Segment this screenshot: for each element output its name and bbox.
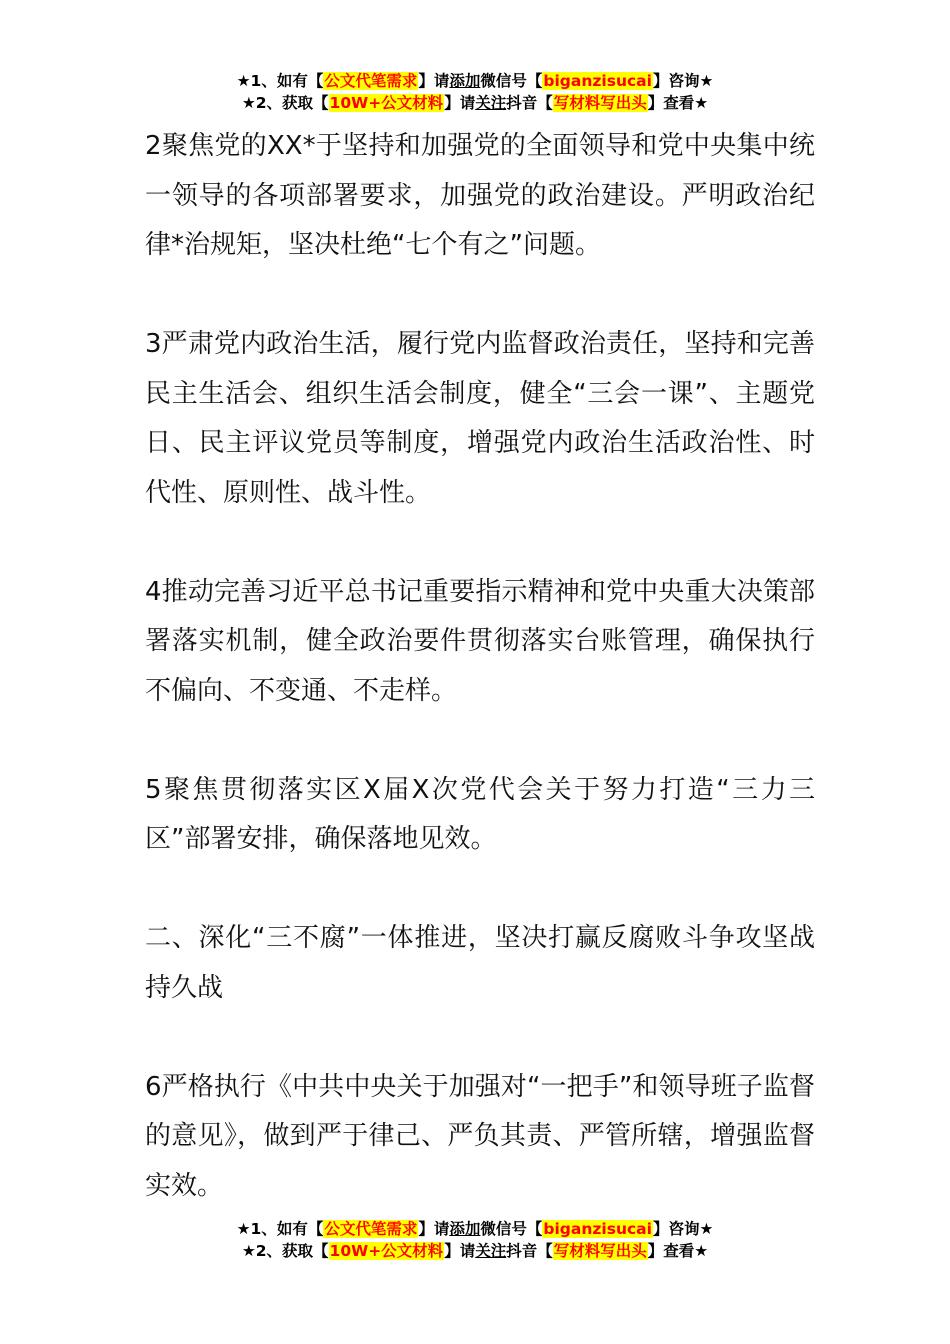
banner-text: 】查看★ bbox=[647, 94, 709, 112]
section-heading-2: 二、深化“三不腐”一体推进，坚决打赢反腐败斗争攻坚战持久战 bbox=[145, 923, 815, 1003]
paragraph-2: 2聚焦党的XX*于坚持和加强党的全面领导和党中央集中统一领导的各项部署要求，加强党的政治建设。严明政治纪律*治规矩，坚决杜绝“七个有之”问题。 bbox=[145, 131, 815, 260]
banner-highlight: 10W+公文材料 bbox=[329, 94, 444, 112]
banner-highlight: 10W+公文材料 bbox=[329, 1242, 444, 1260]
banner-line-2 bbox=[0, 92, 950, 114]
banner-text: 】请 bbox=[418, 72, 450, 90]
banner-line-1 bbox=[0, 70, 950, 92]
banner-line-2 bbox=[0, 1240, 950, 1262]
banner-highlight: biganzisucai bbox=[543, 1220, 652, 1238]
banner-text: ★2、获取【 bbox=[241, 1242, 329, 1260]
paragraph-4: 4推动完善习近平总书记重要指示精神和党中央重大决策部署落实机制，健全政治要件贯彻落实台账管理，确保执行不偏向、不变通、不走样。 bbox=[145, 576, 815, 706]
banner-text: 】查看★ bbox=[647, 1242, 709, 1260]
banner-underline: 添加 bbox=[449, 1220, 481, 1238]
banner-text: 微信号【 bbox=[480, 1220, 543, 1238]
banner-highlight: 公文代笔需求 bbox=[324, 1220, 418, 1238]
banner-underline: 关注 bbox=[475, 94, 507, 112]
bottom-banner bbox=[0, 1218, 950, 1262]
document-body bbox=[145, 122, 815, 1261]
banner-text: 】咨询★ bbox=[652, 1220, 714, 1238]
banner-text: ★2、获取【 bbox=[241, 94, 329, 112]
banner-text: ★1、如有【 bbox=[236, 72, 324, 90]
banner-text: 】请 bbox=[444, 94, 476, 112]
banner-underline: 关注 bbox=[475, 1242, 507, 1260]
paragraph-5: 5聚焦贯彻落实区X届X次党代会关于努力打造“三力三区”部署安排，确保落地见效。 bbox=[145, 774, 815, 854]
paragraph-3: 3严肃党内政治生活，履行党内监督政治责任，坚持和完善民主生活会、组织生活会制度，健全“三会一课”、主题党日、民主评议党员等制度，增强党内政治生活政治性、时代性、原则性、战斗性。 bbox=[145, 329, 815, 508]
banner-underline: 添加 bbox=[449, 72, 481, 90]
banner-text: 】请 bbox=[444, 1242, 476, 1260]
banner-text: 抖音【 bbox=[506, 1242, 553, 1260]
banner-text: 微信号【 bbox=[480, 72, 543, 90]
banner-line-1 bbox=[0, 1218, 950, 1240]
banner-text: 】咨询★ bbox=[652, 72, 714, 90]
paragraph-6: 6严格执行《中共中央关于加强对“一把手”和领导班子监督的意见》，做到严于律己、严负其责、严管所辖，增强监督实效。 bbox=[145, 1071, 815, 1201]
banner-text: 抖音【 bbox=[506, 94, 553, 112]
banner-highlight: 写材料写出头 bbox=[553, 94, 647, 112]
banner-highlight: 写材料写出头 bbox=[553, 1242, 647, 1260]
banner-highlight: 公文代笔需求 bbox=[324, 72, 418, 90]
banner-text: ★1、如有【 bbox=[236, 1220, 324, 1238]
banner-text: 】请 bbox=[418, 1220, 450, 1238]
banner-highlight: biganzisucai bbox=[543, 72, 652, 90]
top-banner bbox=[0, 70, 950, 114]
